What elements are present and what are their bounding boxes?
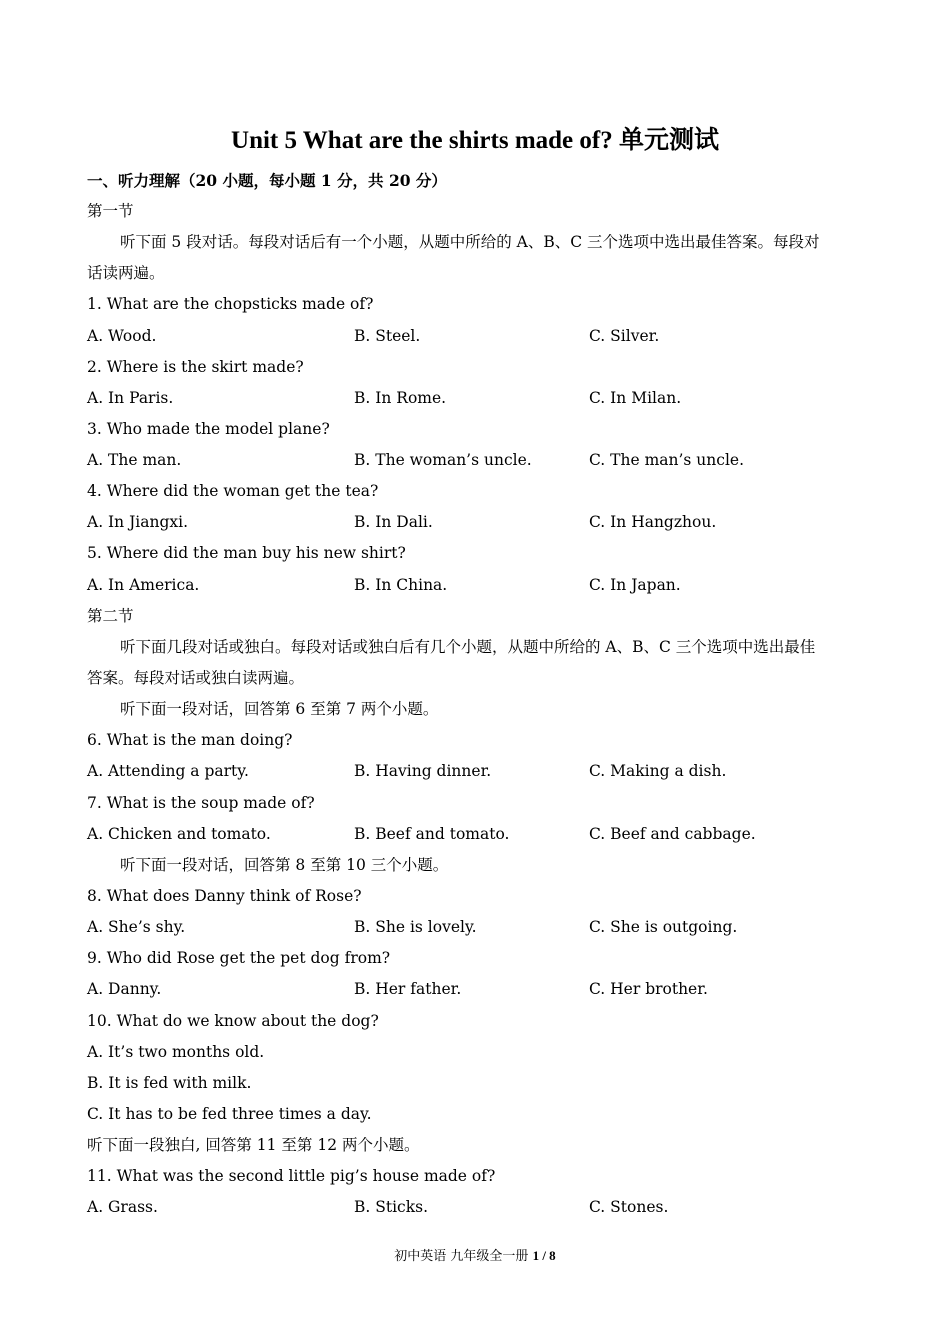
option-10a: A. It’s two months old. [87, 1043, 265, 1061]
option-10b: B. It is fed with milk. [87, 1074, 252, 1092]
option-3c: C. The man’s uncle. [589, 451, 745, 469]
option-6b: B. Having dinner. [354, 762, 492, 780]
option-9c: C. Her brother. [589, 980, 708, 998]
question-3: 3. Who made the model plane? [87, 420, 330, 438]
option-9a: A. Danny. [87, 980, 162, 998]
option-8b: B. She is lovely. [354, 918, 477, 936]
section1-heading: 第一节 [87, 202, 134, 220]
intro-6-7: 听下面一段对话，回答第 6 至第 7 两个小题。 [120, 700, 439, 718]
question-5: 5. Where did the man buy his new shirt? [87, 544, 406, 562]
option-6a: A. Attending a party. [87, 762, 249, 780]
option-7a: A. Chicken and tomato. [87, 825, 271, 843]
option-1a: A. Wood. [87, 327, 157, 345]
question-10: 10. What do we know about the dog? [87, 1012, 379, 1030]
page-number: 1 / 8 [532, 1248, 556, 1263]
page-footer [0, 1245, 950, 1264]
intro-11-12: 听下面一段独白, 回答第 11 至第 12 两个小题。 [87, 1136, 420, 1154]
section2-heading: 第二节 [87, 607, 134, 625]
section1-instruction-cont: 话读两遍。 [87, 264, 165, 282]
option-4a: A. In Jiangxi. [87, 513, 189, 531]
option-8c: C. She is outgoing. [589, 918, 738, 936]
question-7: 7. What is the soup made of? [87, 794, 315, 812]
option-2a: A. In Paris. [87, 389, 174, 407]
option-5b: B. In China. [354, 576, 448, 594]
question-9: 9. Who did Rose get the pet dog from? [87, 949, 391, 967]
option-11c: C. Stones. [589, 1198, 669, 1216]
option-10c: C. It has to be fed three times a day. [87, 1105, 372, 1123]
option-8a: A. She’s shy. [87, 918, 186, 936]
intro-8-10: 听下面一段对话，回答第 8 至第 10 三个小题。 [120, 856, 449, 874]
option-11b: B. Sticks. [354, 1198, 429, 1216]
section2-instruction-cont: 答案。每段对话或独白读两遍。 [87, 669, 305, 687]
option-9b: B. Her father. [354, 980, 462, 998]
question-6: 6. What is the man doing? [87, 731, 293, 749]
option-2c: C. In Milan. [589, 389, 682, 407]
option-1c: C. Silver. [589, 327, 660, 345]
question-1: 1. What are the chopsticks made of? [87, 295, 374, 313]
option-3a: A. The man. [87, 451, 182, 469]
option-7c: C. Beef and cabbage. [589, 825, 756, 843]
option-5a: A. In America. [87, 576, 200, 594]
question-11: 11. What was the second little pig’s house made of? [87, 1167, 496, 1185]
option-4b: B. In Dali. [354, 513, 433, 531]
option-11a: A. Grass. [87, 1198, 158, 1216]
option-3b: B. The woman’s uncle. [354, 451, 532, 469]
option-6c: C. Making a dish. [589, 762, 727, 780]
page-title: Unit 5 What are the shirts made of? 单元测试 [231, 127, 719, 154]
option-1b: B. Steel. [354, 327, 421, 345]
option-4c: C. In Hangzhou. [589, 513, 717, 531]
part1-heading: 一、听力理解（20 小题，每小题 1 分，共 20 分） [87, 171, 447, 190]
question-8: 8. What does Danny think of Rose? [87, 887, 362, 905]
footer-text: 初中英语 九年级全一册 [394, 1249, 533, 1264]
question-4: 4. Where did the woman get the tea? [87, 482, 379, 500]
section2-instruction: 听下面几段对话或独白。每段对话或独白后有几个小题，从题中所给的 A、B、C 三个选项中选出最佳 [120, 638, 816, 656]
option-2b: B. In Rome. [354, 389, 447, 407]
section1-instruction: 听下面 5 段对话。每段对话后有一个小题，从题中所给的 A、B、C 三个选项中选出最佳答案。每段对 [120, 233, 820, 251]
option-5c: C. In Japan. [589, 576, 681, 594]
option-7b: B. Beef and tomato. [354, 825, 510, 843]
question-2: 2. Where is the skirt made? [87, 358, 304, 376]
